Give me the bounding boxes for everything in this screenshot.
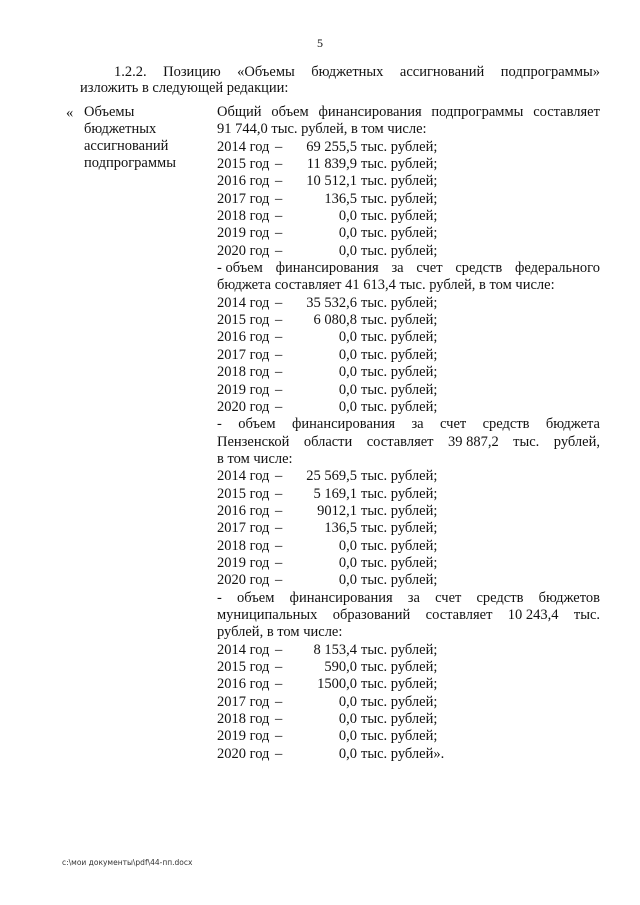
- year-amount-row: [217, 486, 600, 503]
- amount-unit: тыс. рублей;: [361, 520, 438, 537]
- municipal-financing-line: [217, 607, 600, 624]
- word: за: [407, 589, 420, 606]
- year-label: 2018 год: [217, 364, 270, 381]
- year-amount-row: [217, 295, 600, 312]
- dash: –: [275, 208, 283, 225]
- total-financing-line: [217, 104, 600, 121]
- year-label: 2020 год: [217, 242, 270, 259]
- position-title-line: ассигнований: [84, 138, 169, 154]
- dash: –: [275, 381, 283, 398]
- year-label: 2015 год: [217, 659, 270, 675]
- year-amount-row: [217, 364, 600, 381]
- year-amount-row: [217, 694, 600, 711]
- amount-value: 0,0: [338, 346, 357, 363]
- year-label: 2014 год: [217, 294, 270, 311]
- total-financing-line: 91 744,0 тыс. рублей, в том числе:: [217, 121, 427, 138]
- word: счет: [416, 260, 443, 277]
- word: счет: [435, 589, 462, 606]
- amount-value: 69 255,5: [306, 138, 357, 155]
- amount-unit: тыс. рублей;: [361, 554, 438, 571]
- word: за: [411, 416, 424, 433]
- year-label: 2019 год: [217, 554, 270, 571]
- year-amount-row: [217, 173, 600, 190]
- year-amount-row: [217, 191, 600, 208]
- intro-paragraph: [80, 64, 600, 96]
- year-label: 2020 год: [217, 745, 270, 762]
- amount-value: 25 569,5: [306, 468, 357, 485]
- year-label: 2018 год: [217, 537, 270, 554]
- amount-value: 0,0: [338, 537, 357, 554]
- amount-unit: тыс. рублей;: [361, 676, 438, 693]
- position-title-line: подпрограммы: [84, 155, 176, 171]
- amount-value: 0,0: [338, 364, 357, 381]
- year-label: 2014 год: [217, 641, 270, 658]
- dash: –: [275, 190, 283, 207]
- amount-unit: тыс. рублей;: [361, 329, 438, 346]
- amount-unit: тыс. рублей;: [361, 641, 438, 658]
- amount-unit: тыс. рублей;: [361, 242, 438, 259]
- dash: –: [275, 294, 283, 311]
- amount-unit: тыс. рублей;: [361, 156, 438, 173]
- year-label: 2020 год: [217, 398, 270, 415]
- amount-value: 0,0: [338, 711, 357, 728]
- municipal-financing-line: рублей, в том числе:: [217, 624, 343, 641]
- year-label: 2016 год: [217, 502, 270, 519]
- word: бюджетов: [538, 589, 600, 606]
- year-amount-row: [217, 572, 600, 589]
- dash: –: [275, 572, 283, 589]
- dash: –: [275, 485, 283, 502]
- word: бюджета: [545, 416, 600, 433]
- dash: –: [275, 138, 283, 155]
- year-amount-row: [217, 711, 600, 728]
- word: за: [391, 260, 404, 277]
- word: средств: [482, 416, 530, 433]
- dash: –: [275, 364, 283, 381]
- amount-value: 0,0: [338, 242, 357, 259]
- word: средств: [455, 260, 503, 277]
- year-label: 2014 год: [217, 468, 270, 485]
- word: финансирования: [291, 416, 396, 433]
- position-title-line: бюджетных: [84, 121, 157, 137]
- word: 10 243,4: [507, 606, 559, 623]
- amount-value: 35 532,6: [306, 294, 357, 311]
- dash: –: [275, 242, 283, 259]
- amount-value: 0,0: [338, 693, 357, 710]
- word: -: [217, 416, 222, 433]
- position-content: [217, 104, 600, 763]
- regional-financing-line: [217, 434, 600, 451]
- amount-unit: тыс. рублей;: [361, 138, 438, 155]
- amount-value: 0,0: [338, 728, 357, 745]
- word: - объем: [217, 260, 263, 277]
- year-amount-row: [217, 676, 600, 693]
- word: составляет: [366, 433, 434, 450]
- amount-value: 0,0: [338, 208, 357, 225]
- amount-value: 0,0: [338, 572, 357, 589]
- amount-unit: тыс. рублей;: [361, 711, 438, 728]
- year-label: 2017 год: [217, 190, 270, 207]
- amount-value: 136,5: [324, 520, 357, 537]
- year-amount-row: [217, 642, 600, 659]
- position-title: [84, 104, 199, 172]
- amount-unit: тыс. рублей;: [361, 225, 438, 242]
- amount-value: 0,0: [338, 381, 357, 398]
- year-label: 2015 год: [217, 485, 270, 502]
- word: федерального: [515, 260, 600, 277]
- word: финансирования: [318, 104, 422, 120]
- amount-unit: тыс. рублей;: [361, 190, 438, 207]
- dash: –: [275, 520, 283, 537]
- amount-unit: тыс. рублей;: [361, 312, 438, 329]
- dash: –: [275, 398, 283, 415]
- dash: –: [275, 225, 283, 242]
- intro-line-1: 1.2.2. Позицию «Объемы бюджетных ассигнований подпрограммы»: [114, 64, 600, 80]
- year-label: 2014 год: [217, 138, 270, 155]
- amount-unit: тыс. рублей;: [361, 208, 438, 225]
- amount-unit: тыс. рублей;: [361, 502, 438, 519]
- amount-value: 11 839,9: [306, 156, 357, 173]
- year-label: 2017 год: [217, 693, 270, 710]
- word: тыс.: [513, 433, 540, 450]
- amount-value: 136,5: [324, 190, 357, 207]
- year-amount-row: [217, 243, 600, 260]
- amount-unit: тыс. рублей».: [361, 745, 445, 762]
- word: образований: [332, 606, 411, 623]
- word: счет: [440, 416, 467, 433]
- word: 39 887,2: [447, 433, 499, 450]
- year-label: 2018 год: [217, 711, 270, 728]
- amount-unit: тыс. рублей;: [361, 398, 438, 415]
- dash: –: [275, 659, 283, 675]
- year-amount-row: [217, 520, 600, 537]
- dash: –: [275, 728, 283, 745]
- word: финансирования: [275, 260, 379, 277]
- word: Общий: [217, 104, 262, 120]
- year-label: 2019 год: [217, 381, 270, 398]
- word: объем: [238, 416, 276, 433]
- year-label: 2016 год: [217, 173, 270, 190]
- dash: –: [275, 693, 283, 710]
- amount-unit: тыс. рублей;: [361, 693, 438, 710]
- federal-financing-line: [217, 260, 600, 277]
- word: рублей,: [553, 433, 600, 450]
- intro-line-2: изложить в следующей редакции:: [80, 80, 289, 96]
- dash: –: [275, 711, 283, 728]
- year-label: 2017 год: [217, 520, 270, 537]
- year-amount-row: [217, 329, 600, 346]
- amount-unit: тыс. рублей;: [361, 659, 438, 675]
- year-label: 2016 год: [217, 676, 270, 693]
- federal-financing-line: бюджета составляет 41 613,4 тыс. рублей, в том числе:: [217, 277, 555, 294]
- dash: –: [275, 468, 283, 485]
- amount-unit: тыс. рублей;: [361, 468, 438, 485]
- year-amount-row: [217, 728, 600, 745]
- amount-unit: тыс. рублей;: [361, 381, 438, 398]
- file-path-footer: c:\мои документы\pdf\44-пп.docx: [62, 858, 193, 867]
- dash: –: [275, 312, 283, 329]
- year-amount-row: [217, 156, 600, 173]
- dash: –: [275, 156, 283, 173]
- dash: –: [275, 641, 283, 658]
- word: тыс.: [573, 606, 600, 623]
- amount-value: 0,0: [338, 554, 357, 571]
- year-amount-row: [217, 538, 600, 555]
- word: -: [217, 589, 222, 606]
- word: объем: [237, 589, 275, 606]
- word: составляет: [425, 606, 493, 623]
- dash: –: [275, 676, 283, 693]
- year-amount-row: [217, 555, 600, 572]
- year-amount-row: [217, 399, 600, 416]
- municipal-financing-line: [217, 590, 600, 607]
- opening-quote: «: [66, 105, 74, 121]
- amount-value: 0,0: [338, 225, 357, 242]
- amount-value: 0,0: [338, 745, 357, 762]
- word: финансирования: [289, 589, 393, 606]
- amount-unit: тыс. рублей;: [361, 485, 438, 502]
- year-amount-row: [217, 746, 600, 763]
- amount-value: 8 153,4: [313, 641, 357, 658]
- year-label: 2015 год: [217, 312, 270, 329]
- year-amount-row: [217, 659, 600, 676]
- amount-value: 5 169,1: [313, 485, 357, 502]
- amount-value: 6 080,8: [313, 312, 357, 329]
- year-label: 2019 год: [217, 225, 270, 242]
- amount-value: 1500,0: [317, 676, 357, 693]
- amount-value: 10 512,1: [306, 173, 357, 190]
- amount-unit: тыс. рублей;: [361, 537, 438, 554]
- dash: –: [275, 346, 283, 363]
- word: Пензенской: [217, 433, 290, 450]
- amount-unit: тыс. рублей;: [361, 173, 438, 190]
- dash: –: [275, 329, 283, 346]
- amount-value: 590,0: [324, 659, 357, 675]
- dash: –: [275, 537, 283, 554]
- year-amount-row: [217, 139, 600, 156]
- amount-unit: тыс. рублей;: [361, 364, 438, 381]
- year-amount-row: [217, 312, 600, 329]
- word: составляет: [533, 104, 600, 120]
- year-amount-row: [217, 503, 600, 520]
- year-label: 2019 год: [217, 728, 270, 745]
- amount-unit: тыс. рублей;: [361, 294, 438, 311]
- year-label: 2015 год: [217, 156, 270, 173]
- word: области: [303, 433, 353, 450]
- word: средств: [476, 589, 524, 606]
- year-amount-row: [217, 468, 600, 485]
- word: муниципальных: [217, 606, 318, 623]
- dash: –: [275, 745, 283, 762]
- year-amount-row: [217, 347, 600, 364]
- position-title-line: Объемы: [84, 104, 135, 120]
- amount-unit: тыс. рублей;: [361, 572, 438, 589]
- word: объем: [271, 104, 309, 120]
- year-amount-row: [217, 208, 600, 225]
- word: подпрограммы: [431, 104, 524, 120]
- year-label: 2017 год: [217, 346, 270, 363]
- amount-value: 9012,1: [317, 502, 357, 519]
- year-amount-row: [217, 225, 600, 242]
- dash: –: [275, 554, 283, 571]
- dash: –: [275, 502, 283, 519]
- regional-financing-line: [217, 416, 600, 433]
- year-label: 2016 год: [217, 329, 270, 346]
- year-label: 2020 год: [217, 572, 270, 589]
- amount-value: 0,0: [338, 329, 357, 346]
- dash: –: [275, 173, 283, 190]
- year-amount-row: [217, 382, 600, 399]
- regional-financing-line: в том числе:: [217, 450, 293, 467]
- year-label: 2018 год: [217, 208, 270, 225]
- amount-unit: тыс. рублей;: [361, 728, 438, 745]
- amount-unit: тыс. рублей;: [361, 346, 438, 363]
- amount-value: 0,0: [338, 398, 357, 415]
- page-number: 5: [317, 36, 323, 50]
